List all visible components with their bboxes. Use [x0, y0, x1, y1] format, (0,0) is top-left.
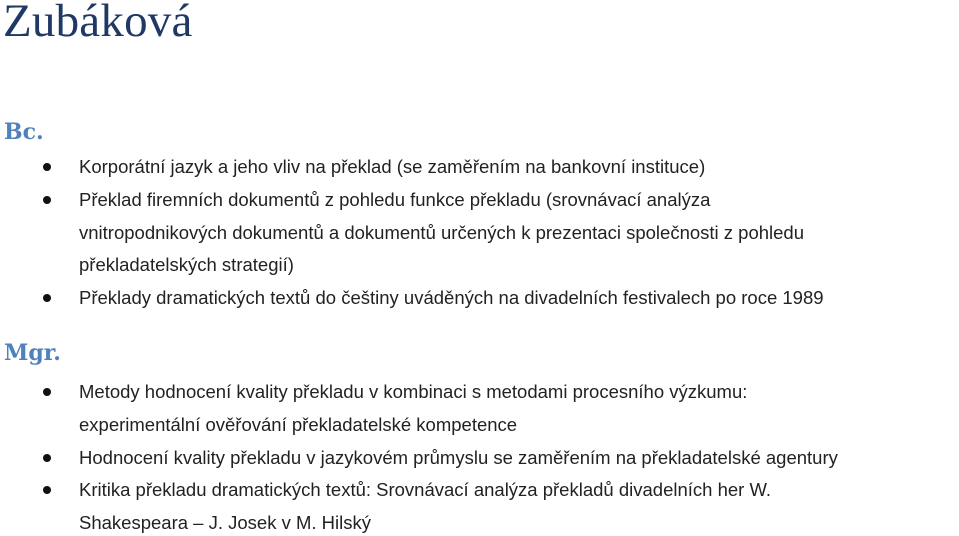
list-item-line: Shakespeara – J. Josek v M. Hilský	[79, 512, 371, 534]
bullet-icon	[43, 294, 51, 302]
list-item	[0, 282, 959, 315]
list-item-line: Překlady dramatických textů do češtiny uváděných na divadelních festivalech po roce 1989	[79, 287, 824, 309]
list-item-line: překladatelských strategií)	[79, 254, 294, 276]
page-title: Zubáková	[3, 0, 193, 47]
list-item-line: Kritika překladu dramatických textů: Srovnávací analýza překladů divadelních her W.	[79, 479, 772, 501]
bullet-icon	[43, 486, 51, 494]
section-heading-bc: Bc.	[4, 119, 44, 145]
list-item	[0, 474, 959, 536]
list-item	[0, 376, 959, 442]
bullet-icon	[43, 454, 51, 462]
list-item-line: Hodnocení kvality překladu v jazykovém průmyslu se zaměřením na překladatelské agentury	[79, 446, 838, 468]
list-item-line: Korporátní jazyk a jeho vliv na překlad (se zaměřením na bankovní instituce)	[79, 156, 706, 177]
list-item	[0, 184, 959, 282]
list-item	[0, 151, 959, 184]
bullet-icon	[43, 163, 51, 171]
list-item	[0, 442, 959, 475]
section-heading-mgr: Mgr.	[4, 340, 61, 366]
mgr-topic-list	[0, 376, 959, 536]
list-item-line: Překlad firemních dokumentů z pohledu funkce překladu (srovnávací analýza	[79, 188, 711, 210]
bullet-icon	[43, 196, 51, 204]
bullet-icon	[43, 388, 51, 396]
list-item-line: Metody hodnocení kvality překladu v kombinaci s metodami procesního výzkumu:	[79, 381, 748, 402]
list-item-line: vnitropodnikových dokumentů a dokumentů určených k prezentaci společnosti z pohledu	[79, 221, 805, 243]
list-item-line: experimentální ověřování překladatelské kompetence	[79, 413, 518, 435]
bc-topic-list	[0, 151, 959, 315]
